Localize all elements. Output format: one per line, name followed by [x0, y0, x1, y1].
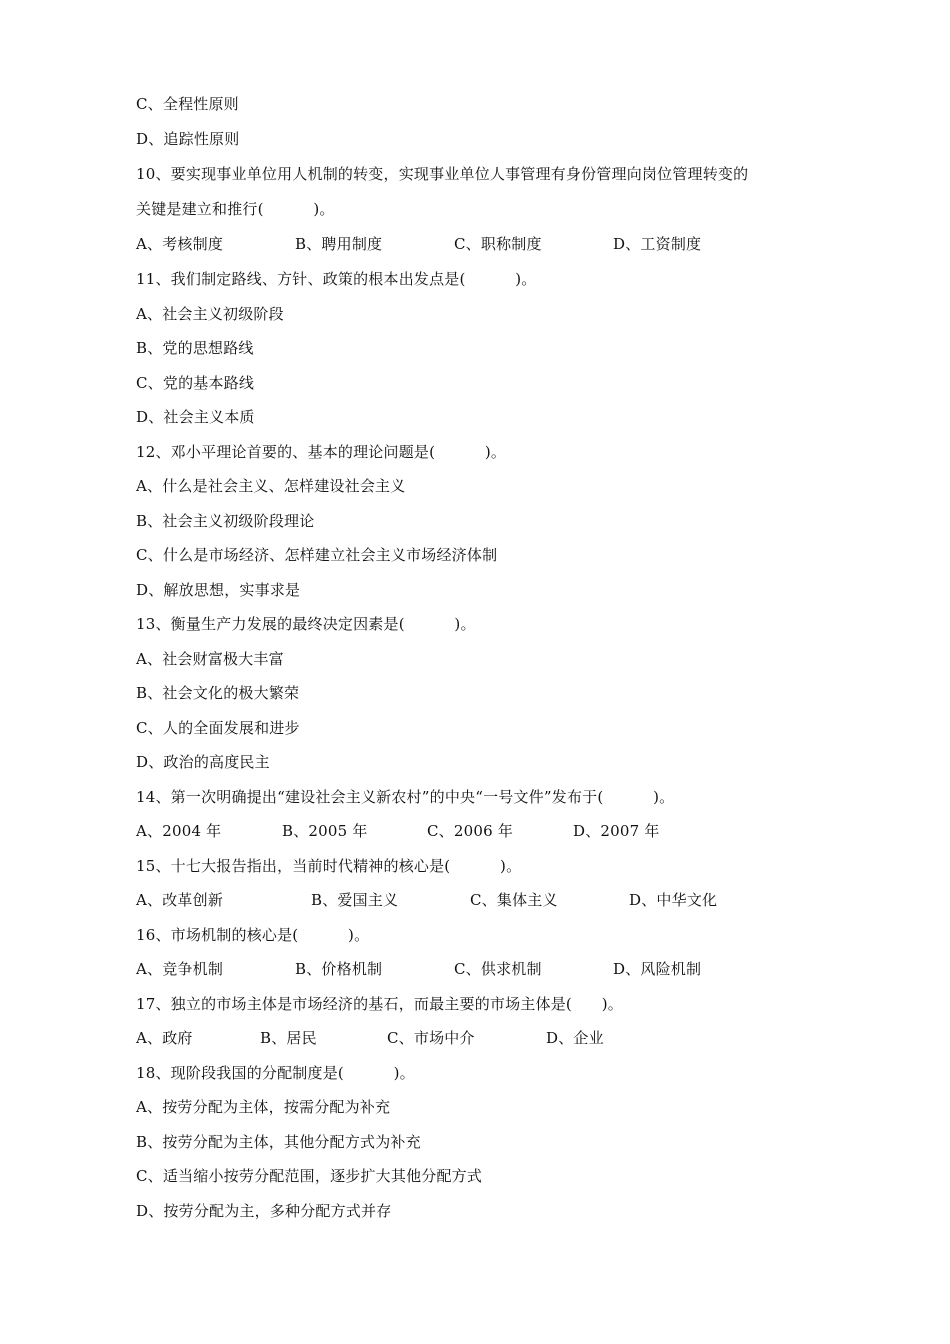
- q18-option-b: B、按劳分配为主体，其他分配方式为补充: [136, 1133, 421, 1151]
- q11-option-a: A、社会主义初级阶段: [136, 305, 284, 323]
- q18-option-c: C、适当缩小按劳分配范围，逐步扩大其他分配方式: [136, 1167, 483, 1185]
- q18-option-d: D、按劳分配为主，多种分配方式并存: [136, 1202, 392, 1220]
- q11-option-c: C、党的基本路线: [136, 374, 255, 392]
- q17-stem: 17、独立的市场主体是市场经济的基石，而最主要的市场主体是( )。: [136, 995, 624, 1013]
- q12-option-c: C、什么是市场经济、怎样建立社会主义市场经济体制: [136, 546, 498, 564]
- q15-option-a: A、改革创新: [136, 891, 224, 909]
- q12-stem: 12、邓小平理论首要的、基本的理论问题是( )。: [136, 443, 507, 461]
- q17-option-b: B、居民: [260, 1029, 317, 1047]
- q12-option-b: B、社会主义初级阶段理论: [136, 512, 315, 530]
- q16-option-c: C、供求机制: [454, 960, 542, 978]
- q14-option-a: A、2004 年: [136, 822, 222, 840]
- q11-option-d: D、社会主义本质: [136, 408, 255, 426]
- q16-option-a: A、竞争机制: [136, 960, 224, 978]
- q10-option-c: C、职称制度: [454, 235, 542, 253]
- q14-stem: 14、第一次明确提出“建设社会主义新农村”的中央“一号文件”发布于( )。: [136, 788, 675, 806]
- q11-stem: 11、我们制定路线、方针、政策的根本出发点是( )。: [136, 270, 537, 288]
- q15-option-c: C、集体主义: [470, 891, 558, 909]
- q17-option-d: D、企业: [546, 1029, 604, 1047]
- q17-option-c: C、市场中介: [387, 1029, 475, 1047]
- q13-stem: 13、衡量生产力发展的最终决定因素是( )。: [136, 615, 476, 633]
- q16-stem: 16、市场机制的核心是( )。: [136, 926, 370, 944]
- q18-stem: 18、现阶段我国的分配制度是( )。: [136, 1064, 415, 1082]
- q16-option-b: B、价格机制: [295, 960, 383, 978]
- q14-option-c: C、2006 年: [427, 822, 514, 840]
- q10-options: [136, 234, 786, 354]
- q13-option-d: D、政治的高度民主: [136, 753, 270, 771]
- q18-option-a: A、按劳分配为主体，按需分配为补充: [136, 1098, 391, 1116]
- q17-options: [136, 1028, 736, 1148]
- q11-option-b: B、党的思想路线: [136, 339, 254, 357]
- q9-option-d: D、追踪性原则: [136, 130, 240, 148]
- q10-option-b: B、聘用制度: [295, 235, 383, 253]
- q10-option-a: A、考核制度: [136, 235, 224, 253]
- q10-option-d: D、工资制度: [613, 235, 702, 253]
- q16-option-d: D、风险机制: [613, 960, 702, 978]
- q12-option-d: D、解放思想，实事求是: [136, 581, 301, 599]
- q12-option-a: A、什么是社会主义、怎样建设社会主义: [136, 477, 406, 495]
- q13-option-c: C、人的全面发展和进步: [136, 719, 300, 737]
- q14-option-d: D、2007 年: [573, 822, 660, 840]
- q15-option-b: B、爱国主义: [311, 891, 399, 909]
- q14-option-b: B、2005 年: [282, 822, 368, 840]
- q17-option-a: A、政府: [136, 1029, 193, 1047]
- q15-option-d: D、中华文化: [629, 891, 718, 909]
- q9-option-c: C、全程性原则: [136, 95, 239, 113]
- q13-option-b: B、社会文化的极大繁荣: [136, 684, 300, 702]
- q10-stem-line-2: 关键是建立和推行( )。: [136, 200, 335, 218]
- q13-option-a: A、社会财富极大丰富: [136, 650, 284, 668]
- q15-stem: 15、十七大报告指出，当前时代精神的核心是( )。: [136, 857, 522, 875]
- q10-stem-line-1: 10、要实现事业单位用人机制的转变，实现事业单位人事管理有身份管理向岗位管理转变的: [136, 165, 749, 183]
